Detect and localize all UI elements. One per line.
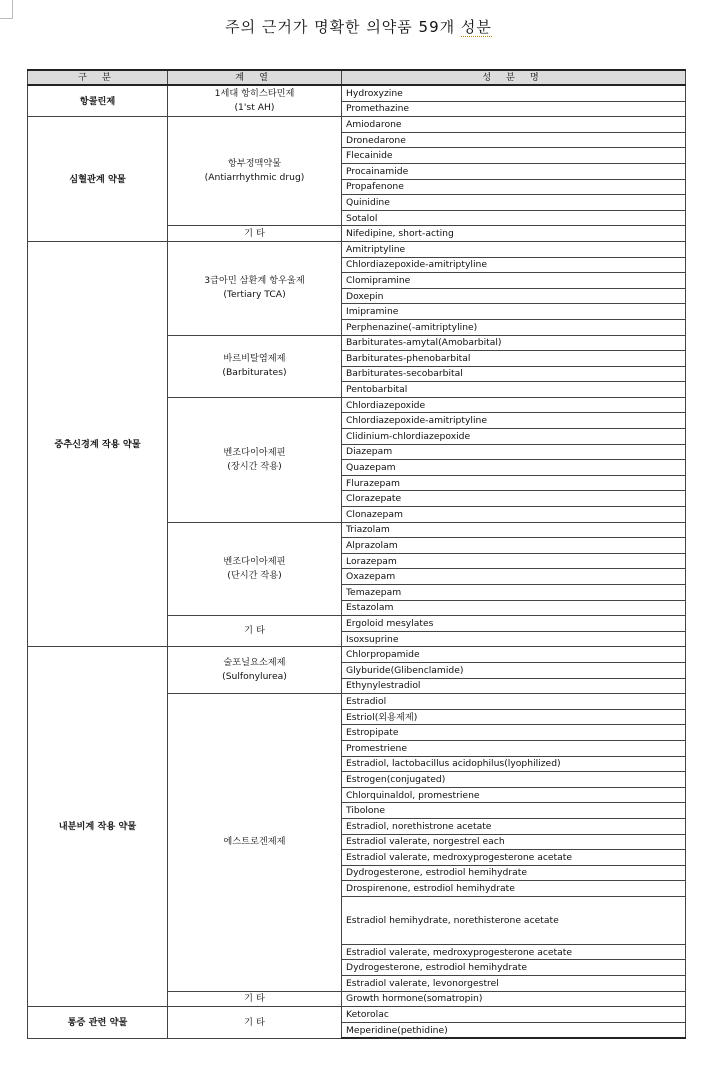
component-cell: Promethazine <box>342 101 686 117</box>
series-cell: 기 타 <box>168 226 342 242</box>
component-cell: Ethynylestradiol <box>342 678 686 694</box>
component-cell: Ergoloid mesylates <box>342 616 686 632</box>
component-cell: Chlordiazepoxide <box>342 397 686 413</box>
component-cell: Estazolam <box>342 600 686 616</box>
series-cell: 바르비탈염제제 (Barbiturates) <box>168 335 342 397</box>
component-cell: Alprazolam <box>342 538 686 554</box>
category-cell: 내분비계 작용 약물 <box>28 647 168 1007</box>
component-cell: Estriol(외용제제) <box>342 709 686 725</box>
component-cell: Sotalol <box>342 210 686 226</box>
header-component: 성 분 명 <box>342 70 686 85</box>
component-cell: Clorazepate <box>342 491 686 507</box>
header-category: 구 분 <box>28 70 168 85</box>
component-cell: Temazepam <box>342 585 686 601</box>
component-cell: Propafenone <box>342 179 686 195</box>
series-cell: 에스트로겐제제 <box>168 694 342 992</box>
title-main: 주의 근거가 명확한 의약품 59개 <box>225 18 456 36</box>
component-cell: Estradiol, lactobacillus acidophilus(lyophilized) <box>342 756 686 772</box>
component-cell: Chlordiazepoxide-amitriptyline <box>342 257 686 273</box>
component-cell: Nifedipine, short-acting <box>342 226 686 242</box>
component-cell: Dydrogesterone, estrodiol hemihydrate <box>342 865 686 881</box>
component-cell: Chlorpropamide <box>342 647 686 663</box>
series-cell: 기 타 <box>168 991 342 1007</box>
page-title <box>0 16 717 37</box>
header-series: 계 열 <box>168 70 342 85</box>
component-cell: Meperidine(pethidine) <box>342 1022 686 1038</box>
series-cell: 1세대 항히스타민제 (1'st AH) <box>168 85 342 117</box>
component-cell: Oxazepam <box>342 569 686 585</box>
series-cell: 기 타 <box>168 616 342 647</box>
component-cell: Quazepam <box>342 460 686 476</box>
component-cell: Perphenazine(-amitriptyline) <box>342 319 686 335</box>
component-cell: Flurazepam <box>342 475 686 491</box>
component-cell: Estradiol valerate, levonorgestrel <box>342 976 686 992</box>
component-cell: Procainamide <box>342 163 686 179</box>
table-row <box>28 647 686 663</box>
title-tail: 성분 <box>460 18 492 36</box>
table-row <box>28 241 686 257</box>
component-cell: Estradiol, norethistrone acetate <box>342 818 686 834</box>
component-cell: Flecainide <box>342 148 686 164</box>
component-cell: Clonazepam <box>342 507 686 523</box>
component-cell: Lorazepam <box>342 553 686 569</box>
series-cell: 항부정맥약물 (Antiarrhythmic drug) <box>168 117 342 226</box>
header-row <box>28 70 686 85</box>
component-cell: Amiodarone <box>342 117 686 133</box>
category-cell: 통증 관련 약물 <box>28 1007 168 1039</box>
component-cell: Chlorquinaldol, promestriene <box>342 787 686 803</box>
component-cell: Barbiturates-amytal(Amobarbital) <box>342 335 686 351</box>
component-cell: Quinidine <box>342 195 686 211</box>
component-cell: Promestriene <box>342 740 686 756</box>
component-cell: Clomipramine <box>342 273 686 289</box>
series-cell: 술포닐요소제제 (Sulfonylurea) <box>168 647 342 694</box>
component-cell: Barbiturates-phenobarbital <box>342 351 686 367</box>
component-cell: Isoxsuprine <box>342 631 686 647</box>
component-cell: Clidinium-chlordiazepoxide <box>342 429 686 445</box>
component-cell: Drospirenone, estrodiol hemihydrate <box>342 881 686 897</box>
component-cell: Amitriptyline <box>342 241 686 257</box>
component-cell: Estradiol valerate, medroxyprogesterone acetate <box>342 850 686 866</box>
component-cell: Estropipate <box>342 725 686 741</box>
component-cell: Chlordiazepoxide-amitriptyline <box>342 413 686 429</box>
component-cell: Estrogen(conjugated) <box>342 772 686 788</box>
component-cell: Triazolam <box>342 522 686 538</box>
component-cell: Glyburide(Glibenclamide) <box>342 662 686 678</box>
component-cell: Diazepam <box>342 444 686 460</box>
component-cell: Estradiol hemihydrate, norethisterone acetate <box>342 896 686 944</box>
category-cell: 심혈관계 약물 <box>28 117 168 242</box>
table-row <box>28 85 686 101</box>
component-cell: Estradiol <box>342 694 686 710</box>
component-cell: Estradiol valerate, medroxyprogesterone acetate <box>342 944 686 960</box>
category-cell: 항콜린제 <box>28 85 168 117</box>
category-cell: 중추신경계 작용 약물 <box>28 241 168 646</box>
series-cell: 벤조다이아제핀 (단시간 작용) <box>168 522 342 616</box>
series-cell: 3급아민 삼환계 항우울제 (Tertiary TCA) <box>168 241 342 335</box>
component-cell: Tibolone <box>342 803 686 819</box>
table-body <box>28 85 686 1038</box>
component-cell: Ketorolac <box>342 1007 686 1023</box>
component-cell: Growth hormone(somatropin) <box>342 991 686 1007</box>
component-cell: Doxepin <box>342 288 686 304</box>
series-cell: 기 타 <box>168 1007 342 1039</box>
component-cell: Dydrogesterone, estrodiol hemihydrate <box>342 960 686 976</box>
component-cell: Pentobarbital <box>342 382 686 398</box>
table-row <box>28 117 686 133</box>
component-cell: Imipramine <box>342 304 686 320</box>
drug-table <box>27 69 686 1039</box>
table-row <box>28 1007 686 1023</box>
series-cell: 벤조다이아제핀 (장시간 작용) <box>168 397 342 522</box>
component-cell: Dronedarone <box>342 132 686 148</box>
component-cell: Hydroxyzine <box>342 85 686 101</box>
component-cell: Estradiol valerate, norgestrel each <box>342 834 686 850</box>
component-cell: Barbiturates-secobarbital <box>342 366 686 382</box>
